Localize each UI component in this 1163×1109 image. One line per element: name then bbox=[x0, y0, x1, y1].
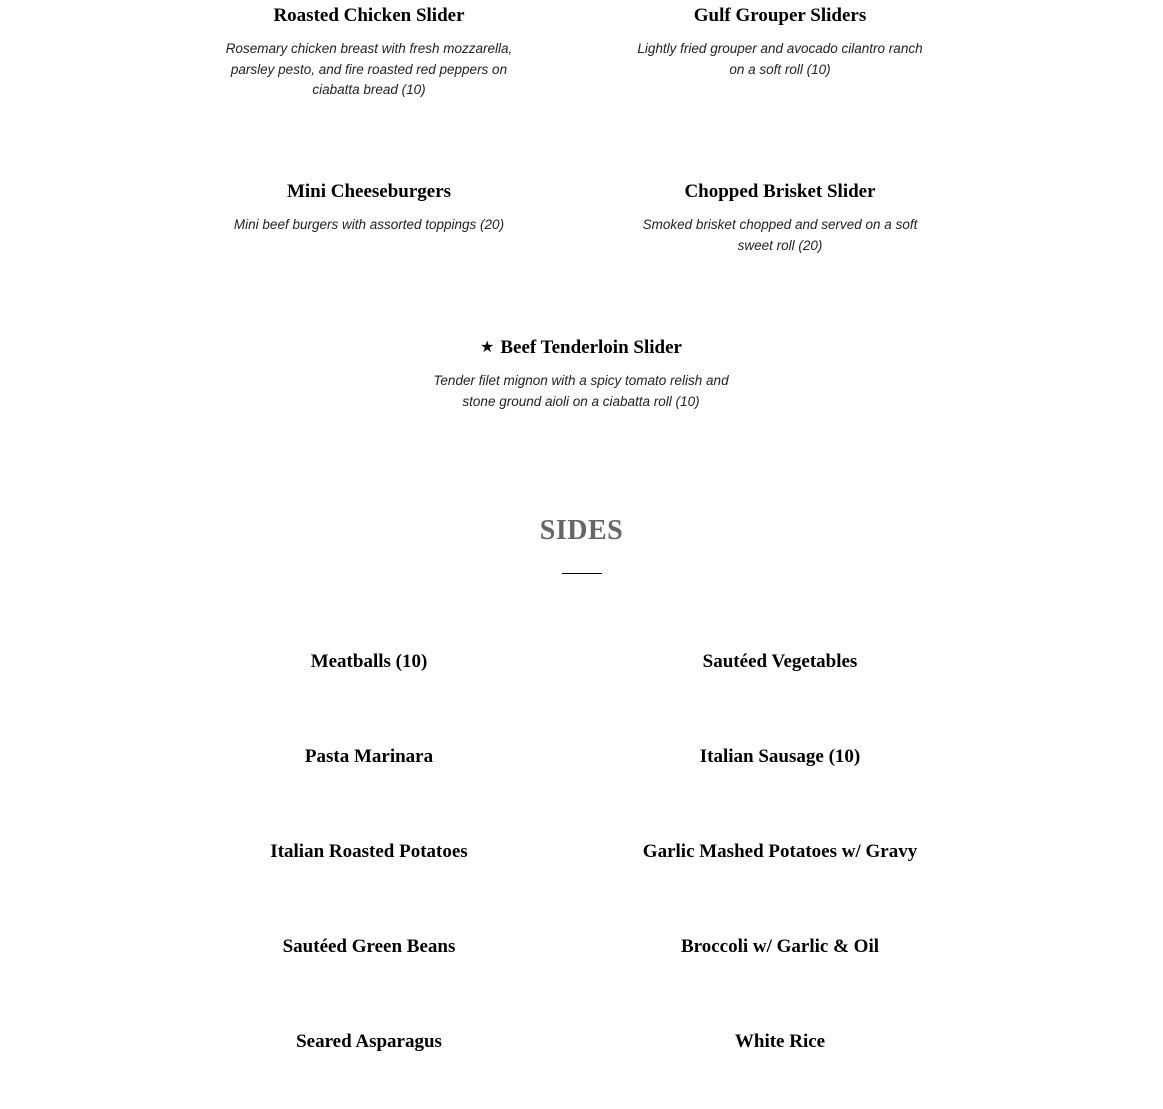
side-item-title: Italian Sausage (10) bbox=[699, 746, 861, 767]
side-item-title: Meatballs (10) bbox=[310, 651, 428, 672]
side-item bbox=[219, 1030, 519, 1054]
side-item-title: White Rice bbox=[734, 1031, 826, 1052]
menu-item-description: Tender filet mignon with a spicy tomato relish and stone ground aioli on a ciabatta roll (10) bbox=[433, 373, 729, 409]
menu-item-description: Rosemary chicken breast with fresh mozzarella, parsley pesto, and fire roasted red peppers on ciabatta bread (10) bbox=[225, 41, 513, 97]
side-item bbox=[630, 840, 930, 864]
side-item bbox=[219, 650, 519, 674]
section-title-sides: SIDES bbox=[539, 515, 624, 546]
section-divider bbox=[562, 573, 602, 574]
menu-item-description: Smoked brisket chopped and served on a soft sweet roll (20) bbox=[642, 217, 918, 253]
side-item-title: Pasta Marinara bbox=[304, 746, 434, 767]
menu-item-title: Mini Cheeseburgers bbox=[286, 181, 452, 202]
menu-item-title: Gulf Grouper Sliders bbox=[693, 5, 867, 26]
side-item bbox=[219, 935, 519, 959]
menu-item-mini-cheeseburgers bbox=[219, 180, 519, 236]
star-icon: ★ bbox=[480, 337, 495, 356]
menu-item-gulf-grouper-sliders bbox=[630, 4, 930, 80]
side-item bbox=[219, 840, 519, 864]
menu-item-chopped-brisket-slider bbox=[630, 180, 930, 256]
side-item bbox=[219, 745, 519, 769]
side-item-title: Sautéed Vegetables bbox=[702, 651, 858, 672]
menu-item-title bbox=[431, 336, 731, 360]
side-item-title: Italian Roasted Potatoes bbox=[270, 841, 468, 862]
menu-item-title: Chopped Brisket Slider bbox=[684, 181, 876, 202]
menu-item-title: Roasted Chicken Slider bbox=[273, 5, 465, 26]
menu-item-beef-tenderloin-slider bbox=[431, 336, 731, 412]
side-item bbox=[630, 1030, 930, 1054]
side-item-title: Sautéed Green Beans bbox=[282, 936, 456, 957]
side-item bbox=[630, 650, 930, 674]
side-item-title: Garlic Mashed Potatoes w/ Gravy bbox=[642, 841, 918, 862]
side-item bbox=[630, 935, 930, 959]
menu-item-description: Lightly fried grouper and avocado cilantro ranch on a soft roll (10) bbox=[637, 41, 923, 77]
menu-item-title-text: Beef Tenderloin Slider bbox=[500, 337, 682, 358]
side-item-title: Seared Asparagus bbox=[296, 1031, 442, 1052]
side-item bbox=[630, 745, 930, 769]
side-item-title: Broccoli w/ Garlic & Oil bbox=[680, 936, 880, 957]
menu-item-roasted-chicken-slider bbox=[219, 4, 519, 101]
menu-item-description: Mini beef burgers with assorted toppings (20) bbox=[233, 217, 505, 232]
